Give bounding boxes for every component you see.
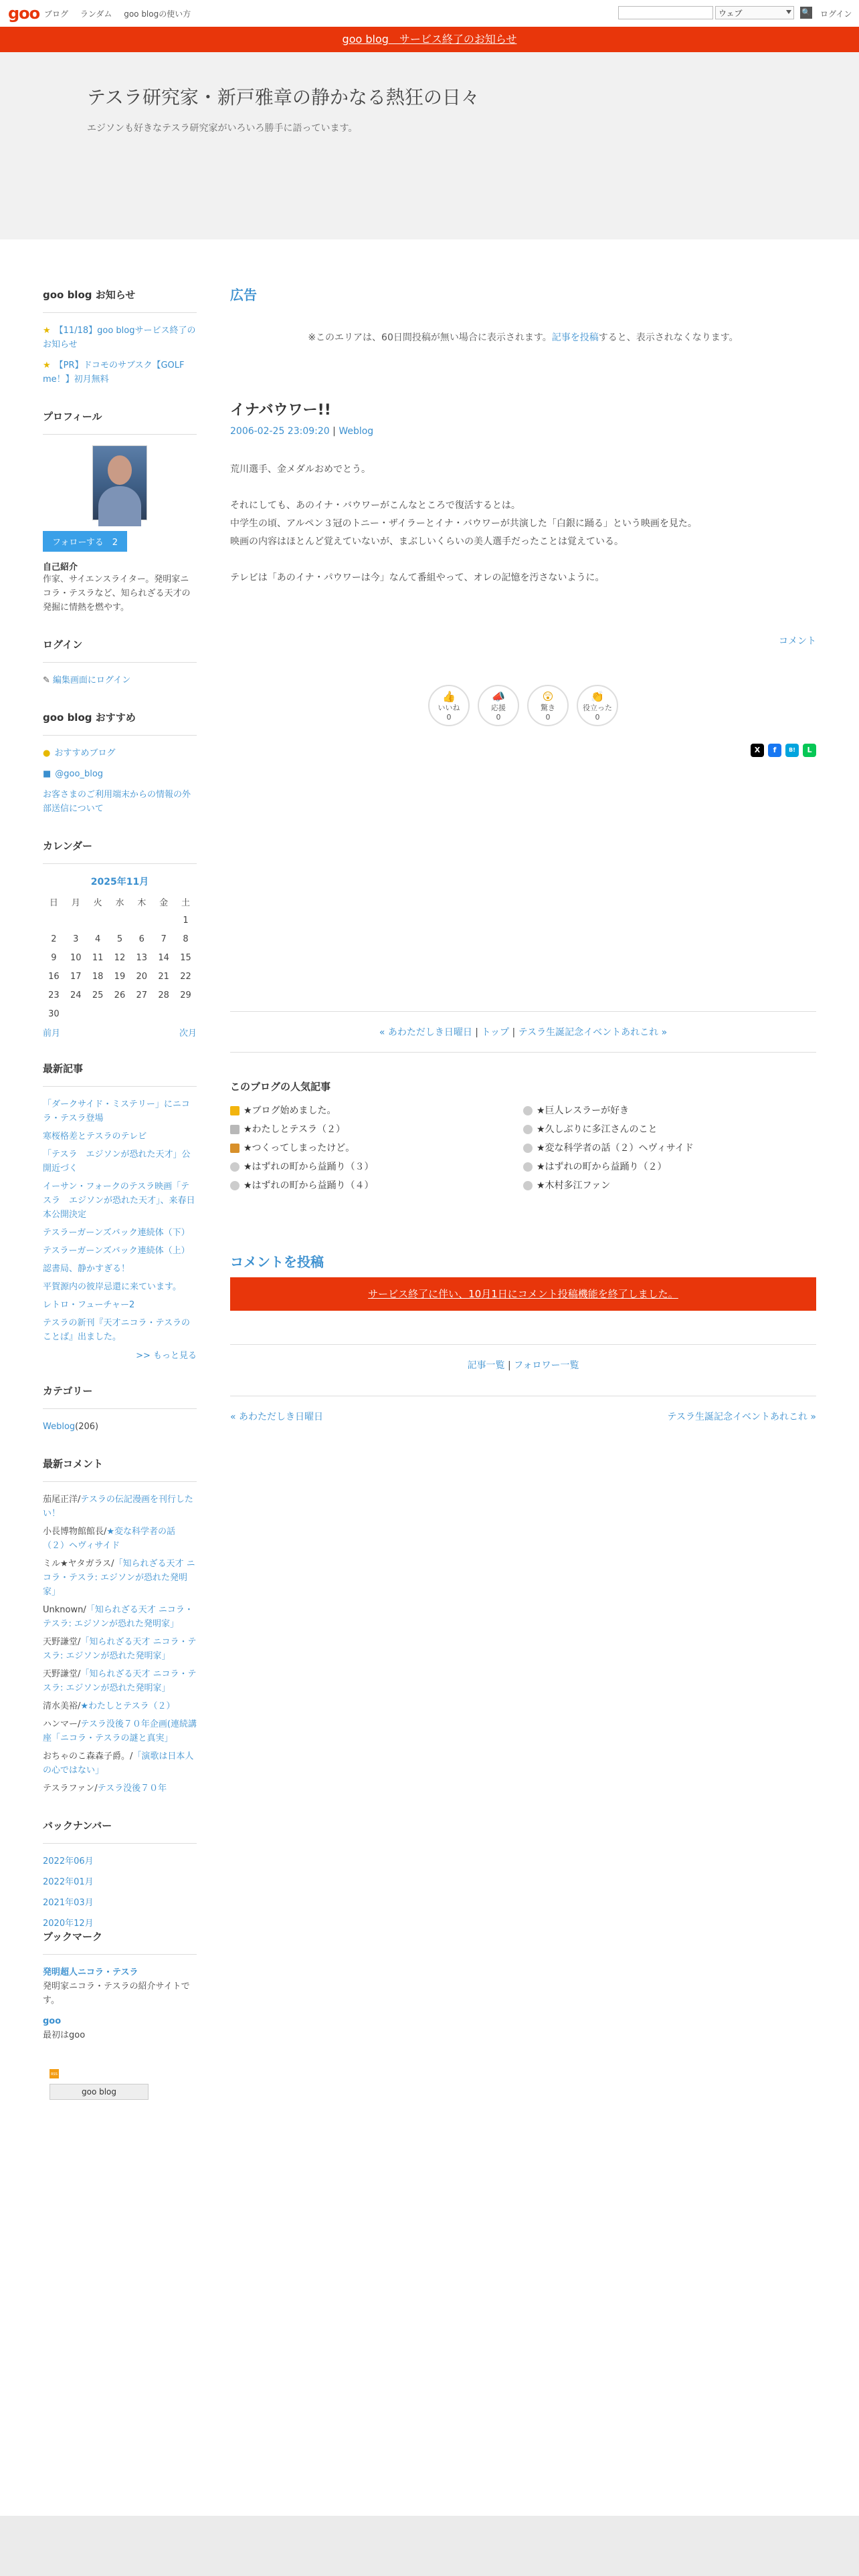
service-end-banner[interactable]: goo blog サービス終了のお知らせ bbox=[0, 27, 859, 52]
popular-item[interactable]: ★はずれの町から益踊り（２） bbox=[523, 1160, 816, 1174]
rank-badge-icon bbox=[230, 1162, 240, 1172]
popular-list bbox=[230, 1104, 816, 1192]
recent-comment[interactable]: Unknown/「知られざる天才 ニコラ・テスラ: エジソンが恐れた発明家」 bbox=[43, 1605, 193, 1629]
notice-item[interactable]: ★ 【11/18】goo blogサービス終了のお知らせ bbox=[43, 326, 196, 350]
goo-logo[interactable]: goo bbox=[8, 4, 40, 23]
recent-comments-section bbox=[43, 1457, 197, 1796]
chevron-down-icon bbox=[786, 10, 791, 14]
footer bbox=[0, 2516, 859, 2576]
follower-list-link[interactable]: フォロワー一覧 bbox=[514, 1360, 579, 1371]
recent-post-link[interactable]: 認書局、静かすぎる！ bbox=[43, 1264, 130, 1274]
blog-description: エジソンも好きなテスラ研究家がいろいろ勝手に語っています。 bbox=[87, 123, 358, 134]
popular-item[interactable]: ★木村多江ファン bbox=[523, 1179, 816, 1192]
post-meta: 2006-02-25 23:09:20 | Weblog bbox=[230, 426, 374, 437]
category-heading: カテゴリー bbox=[43, 1384, 197, 1409]
post-title[interactable]: イナバウワー!! bbox=[230, 402, 331, 419]
post-paragraph: 荒川選手、金メダルおめでとう。 bbox=[230, 464, 371, 475]
post-date[interactable]: 2006-02-25 23:09:20 bbox=[230, 426, 330, 437]
calendar-section bbox=[43, 839, 197, 1039]
recent-comment[interactable]: おちゃのこ森森子爵。/「演歌は日本人の心ではない」 bbox=[43, 1751, 194, 1776]
recent-comment[interactable]: 茄尾正洋/テスラの伝記漫画を刊行したい！ bbox=[43, 1495, 193, 1519]
top-link[interactable]: トップ bbox=[481, 1027, 510, 1038]
calendar-next-link[interactable]: 次月 bbox=[179, 1029, 197, 1039]
login-link[interactable]: ログイン bbox=[820, 9, 852, 19]
facebook-share-icon[interactable]: f bbox=[768, 744, 781, 757]
nav-blog-link[interactable]: ブログ bbox=[44, 9, 69, 19]
star-icon: ★ bbox=[43, 326, 51, 336]
comment-form-heading: コメントを投稿 bbox=[230, 1254, 324, 1270]
rank-badge-icon bbox=[523, 1162, 533, 1172]
twitter-link[interactable]: ■ @goo_blog bbox=[43, 769, 104, 779]
calendar-week: 23 24 25 26 27 28 29 bbox=[48, 990, 191, 1000]
recent-comment[interactable]: 清水美裕/★わたしとテスラ（２） bbox=[43, 1701, 175, 1711]
login-section bbox=[43, 637, 197, 687]
comment-closed-notice[interactable]: サービス終了に伴い、10月1日にコメント投稿機能を終了しました。 bbox=[230, 1277, 816, 1311]
bookmark-desc: 発明家ニコラ・テスラの紹介サイトです。 bbox=[43, 1981, 190, 2006]
bookmark-heading: ブックマーク bbox=[43, 1929, 197, 1955]
post-body bbox=[230, 461, 816, 587]
x-share-icon[interactable]: X bbox=[751, 744, 764, 757]
popular-item[interactable]: ★わたしとテスラ（２） bbox=[230, 1123, 523, 1136]
bookmark-link[interactable]: 発明超人ニコラ・テスラ bbox=[43, 1967, 138, 1977]
bookmark-link[interactable]: goo bbox=[43, 2016, 62, 2026]
recommend-section bbox=[43, 710, 197, 816]
bulb-icon: ● bbox=[43, 748, 51, 758]
recent-post-link[interactable]: テスラーガーンズバック連続体（上） bbox=[43, 1246, 190, 1256]
recent-comment[interactable]: ハンマー/テスラ没後７０年企画(連続講座「ニコラ・テスラの謎と真実」 bbox=[43, 1719, 197, 1743]
prev-post-link[interactable]: « あわただしき日曜日 bbox=[379, 1027, 472, 1038]
crown-bronze-icon bbox=[230, 1144, 240, 1153]
recent-comments-heading: 最新コメント bbox=[43, 1457, 197, 1482]
next-post-link[interactable]: テスラ生誕記念イベントあれこれ » bbox=[667, 1412, 816, 1422]
post-paragraph bbox=[230, 479, 816, 497]
profile-heading: プロフィール bbox=[43, 409, 197, 435]
recent-post-link[interactable]: レトロ・フューチャー2 bbox=[43, 1300, 135, 1310]
intro-text: 作家、サイエンスライター。発明家ニコラ・テスラなど、知られざる天才の発掘に情熱を燃やす。 bbox=[43, 574, 191, 613]
calendar-week: 9 10 11 12 13 14 15 bbox=[51, 952, 191, 963]
backnumber-link[interactable]: 2022年01月 bbox=[43, 1877, 94, 1887]
backnumber-link[interactable]: 2021年03月 bbox=[43, 1898, 94, 1908]
recent-post-link[interactable]: テスラの新刊『天才ニコラ・テスラのことば』出ました。 bbox=[43, 1318, 190, 1342]
rss-icon[interactable]: RSS bbox=[50, 2069, 59, 2078]
calendar-prev-link[interactable]: 前月 bbox=[43, 1029, 61, 1039]
popular-heading: このブログの人気記事 bbox=[230, 1081, 331, 1093]
popular-item[interactable]: ★つくってしまったけど。 bbox=[230, 1142, 523, 1155]
star-icon: ★ bbox=[43, 360, 51, 370]
reaction-surprise-button[interactable]: 😲 驚き 0 bbox=[527, 685, 569, 726]
backnumber-section bbox=[43, 1818, 197, 1929]
reaction-like-button[interactable]: 👍 いいね 0 bbox=[428, 685, 470, 726]
backnumber-link[interactable]: 2020年12月 bbox=[43, 1919, 94, 1929]
profile-section bbox=[43, 409, 197, 615]
megaphone-icon: 📣 bbox=[492, 690, 505, 703]
calendar-week: 1 bbox=[183, 915, 189, 926]
rank-badge-icon bbox=[523, 1125, 533, 1134]
backnumber-link[interactable]: 2022年06月 bbox=[43, 1856, 94, 1866]
popular-item[interactable]: ★久しぶりに多江さんのこと bbox=[523, 1123, 816, 1136]
post-paragraph: 映画の内容はほとんど覚えていないが、まぶしいくらいの美人選手だったことは覚えている。 bbox=[230, 536, 624, 547]
top-bar bbox=[0, 0, 859, 27]
avatar[interactable] bbox=[92, 445, 147, 520]
nav-random-link[interactable]: ランダム bbox=[80, 9, 112, 19]
post-navigation: « あわただしき日曜日 | トップ | テスラ生誕記念イベントあれこれ » bbox=[230, 1011, 816, 1053]
post-paragraph: それにしても、あのイナ・バウワーがこんなところで復活するとは。 bbox=[230, 500, 520, 511]
hatena-share-icon[interactable]: B! bbox=[785, 744, 799, 757]
calendar-table bbox=[43, 892, 197, 1023]
reaction-helpful-button[interactable]: 👏 役立った 0 bbox=[577, 685, 618, 726]
clap-icon: 👏 bbox=[591, 690, 604, 703]
blog-title[interactable]: テスラ研究家・新戸雅章の静かなる熱狂の日々 bbox=[87, 86, 480, 108]
edit-login-link[interactable]: ✎ 編集画面にログイン bbox=[43, 675, 131, 685]
next-post-link[interactable]: テスラ生誕記念イベントあれこれ » bbox=[518, 1027, 668, 1038]
recent-post-link[interactable]: 「テスラ エジソンが恐れた天才」公開近づく bbox=[43, 1150, 191, 1174]
twitter-icon: ■ bbox=[43, 769, 52, 779]
recent-post-link[interactable]: テスラーガーンズバック連続体（下） bbox=[43, 1228, 190, 1238]
post-paragraph: 中学生の頃、アルペン３冠のトニー・ザイラーとイナ・バウワーが共演した「白銀に踊る」という映画を見た。 bbox=[230, 518, 697, 529]
bookmark-section bbox=[43, 1929, 197, 2100]
pencil-icon: ✎ bbox=[43, 675, 50, 685]
search-icon: 🔍 bbox=[801, 8, 811, 17]
recent-comment[interactable]: ミル★ヤタガラス/「知られざる天才 ニコラ・テスラ: エジソンが恐れた発明家」 bbox=[43, 1559, 195, 1597]
surprised-face-icon: 😲 bbox=[542, 690, 554, 703]
search-input[interactable] bbox=[618, 6, 713, 19]
post-paragraph: テレビは「あのイナ・パウワーは今」なんて番組やって、オレの記憶を汚さないように。 bbox=[230, 572, 605, 583]
recent-post-link[interactable]: イーサン・フォークのテスラ映画「テスラ エジソンが恐れた天才」、来春日本公開決定 bbox=[43, 1182, 195, 1220]
list-navigation: 記事一覧 | フォロワー一覧 bbox=[230, 1344, 816, 1372]
external-info-link[interactable]: お客さまのご利用端末からの情報の外部送信について bbox=[43, 790, 191, 814]
calendar-week: 30 bbox=[48, 1008, 60, 1019]
top-nav bbox=[44, 8, 200, 19]
post-paragraph bbox=[230, 551, 816, 569]
popular-item[interactable]: ★はずれの町から益踊り（３） bbox=[230, 1160, 523, 1174]
nav-howto-link[interactable]: goo blogの使い方 bbox=[124, 9, 191, 19]
calendar-week: 16 17 18 19 20 21 22 bbox=[48, 971, 191, 982]
rank-badge-icon bbox=[523, 1144, 533, 1153]
recent-post-link[interactable]: 「ダークサイド・ミステリー」にニコラ・テスラ登場 bbox=[43, 1099, 190, 1123]
thumbs-up-icon: 👍 bbox=[442, 690, 456, 703]
follow-button[interactable]: フォローする 2 bbox=[43, 531, 127, 552]
recent-posts-heading: 最新記事 bbox=[43, 1061, 197, 1087]
crown-silver-icon bbox=[230, 1125, 240, 1134]
popular-item[interactable]: ★変な科学者の話（２）ヘヴィサイド bbox=[523, 1142, 816, 1155]
recent-post-link[interactable]: 寒桜格差とテスラのテレビ bbox=[43, 1132, 147, 1142]
recent-comment[interactable]: テスラファン/テスラ没後７０年 bbox=[43, 1784, 167, 1794]
backnumber-heading: バックナンバー bbox=[43, 1818, 197, 1844]
recent-comment[interactable]: 天野謙堂/「知られざる天才 ニコラ・テスラ: エジソンが恐れた発明家」 bbox=[43, 1669, 197, 1693]
popular-item[interactable]: ★ブログ始めました。 bbox=[230, 1104, 523, 1117]
intro-heading: 自己紹介 bbox=[43, 562, 78, 572]
rank-badge-icon bbox=[523, 1181, 533, 1190]
share-buttons bbox=[230, 744, 816, 757]
crown-gold-icon bbox=[230, 1106, 240, 1115]
search-scope-select[interactable]: ウェブ bbox=[715, 6, 794, 19]
login-heading: ログイン bbox=[43, 637, 197, 663]
category-section bbox=[43, 1384, 197, 1434]
search-button[interactable] bbox=[800, 7, 812, 19]
follow-count: 2 bbox=[112, 538, 118, 548]
calendar-week: 2 3 4 5 6 7 8 bbox=[51, 934, 189, 944]
bookmark-desc: 最初はgoo bbox=[43, 2030, 86, 2040]
post-article-link[interactable]: 記事を投稿 bbox=[551, 332, 599, 343]
notice-section bbox=[43, 288, 197, 387]
calendar-weekdays: 日 月 火 水 木 金 土 bbox=[49, 897, 191, 908]
popular-item[interactable]: ★はずれの町から益踊り（４） bbox=[230, 1179, 523, 1192]
calendar-heading: カレンダー bbox=[43, 839, 197, 864]
recent-comment[interactable]: 天野謙堂/「知られざる天才 ニコラ・テスラ: エジソンが恐れた発明家」 bbox=[43, 1637, 197, 1661]
calendar-nav bbox=[43, 1026, 197, 1039]
sidebar bbox=[43, 288, 197, 2123]
popular-item[interactable]: ★巨人レスラーが好き bbox=[523, 1104, 816, 1117]
backnumber-list[interactable] bbox=[43, 1854, 197, 1929]
rank-badge-icon bbox=[523, 1106, 533, 1115]
category-item[interactable]: Weblog(206) bbox=[43, 1422, 99, 1432]
recent-post-link[interactable]: 平賀源内の彼岸忌還に来ています。 bbox=[43, 1282, 181, 1292]
reaction-buttons bbox=[230, 685, 816, 726]
recent-comment[interactable]: 小長博物館館長/★変な科学者の話（２）ヘヴィサイド bbox=[43, 1527, 176, 1551]
blog-header bbox=[0, 52, 859, 239]
more-posts-link[interactable]: >> もっと見る bbox=[136, 1351, 197, 1361]
notice-heading: goo blog お知らせ bbox=[43, 288, 197, 313]
line-share-icon[interactable]: L bbox=[803, 744, 816, 757]
prev-post-link[interactable]: « あわただしき日曜日 bbox=[230, 1412, 324, 1422]
recommend-heading: goo blog おすすめ bbox=[43, 710, 197, 736]
notice-item[interactable]: ★ 【PR】ドコモのサブスク【GOLF me！】初月無料 bbox=[43, 360, 185, 385]
goo-blog-badge[interactable]: goo blog bbox=[50, 2084, 149, 2100]
main-content bbox=[230, 284, 816, 1423]
comment-link[interactable]: コメント bbox=[779, 636, 816, 647]
reaction-cheer-button[interactable]: 📣 応援 0 bbox=[478, 685, 519, 726]
calendar-month: 2025年11月 bbox=[90, 877, 149, 887]
recent-posts-section bbox=[43, 1061, 197, 1361]
post-category-link[interactable]: Weblog bbox=[339, 426, 374, 437]
recommend-blog-link[interactable]: ● おすすめブログ bbox=[43, 748, 116, 758]
ad-heading: 広告 bbox=[230, 287, 257, 303]
rank-badge-icon bbox=[230, 1181, 240, 1190]
ad-note: ※このエリアは、60日間投稿が無い場合に表示されます。記事を投稿すると、表示されなくなります。 bbox=[308, 332, 739, 343]
article-list-link[interactable]: 記事一覧 bbox=[467, 1360, 505, 1371]
prev-next-navigation bbox=[230, 1396, 816, 1423]
